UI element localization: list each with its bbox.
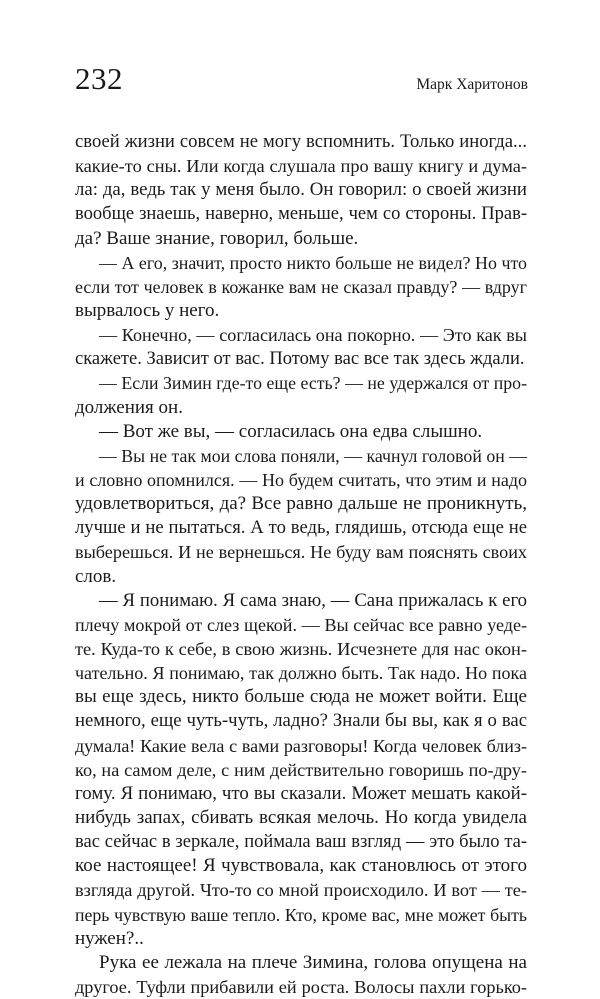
text-line: — Вот же вы, — согласилась она едва слышно. [99, 420, 483, 442]
text-line: — Вы не так мои слова поняли, — качнул головой он — [99, 445, 527, 466]
text-line: какие-то сны. Или когда слушала про вашу книгу и дума- [75, 156, 527, 177]
text-line: гому. Я понимаю, что вы сказали. Может мешать какой- [75, 782, 527, 804]
text-line: нибудь запах, сбивать всякая мелочь. Но когда увидела [75, 806, 527, 828]
text-line: Рука ее лежала на плече Зимина, голова опущена на [99, 951, 527, 973]
text-line: слов. [75, 565, 117, 587]
page-header [75, 62, 528, 96]
text-line: думала! Какие вела с вами разговоры! Когда человек близ- [75, 735, 527, 756]
page-number: 232 [75, 61, 123, 96]
text-line: лучше и не пытаться. А то ведь, глядишь, отсюда еще не [75, 517, 527, 539]
text-line: да? Ваше знание, говорил, больше. [75, 227, 359, 249]
text-line: немного, еще чуть-чуть, ладно? Знали бы вы, как я о вас [75, 710, 527, 732]
text-line: вы еще здесь, никто больше сюда не может войти. Еще [75, 686, 527, 708]
text-line: удовлетвориться, да? Все равно дальше не проникнуть, [75, 493, 527, 515]
text-line: чательно. Я понимаю, так должно быть. Так надо. Но пока [75, 663, 527, 684]
running-head-author: Марк Харитонов [416, 76, 528, 93]
text-line: ла: да, ведь так у меня было. Он говорил: о своей жизни [75, 179, 527, 201]
text-line: — Если Зимин где-то еще есть? — не удержался от про- [99, 373, 527, 394]
text-line: вырвалось у него. [75, 299, 220, 321]
text-line: вас сейчас в зеркале, поймала ваш взгляд — это было та- [75, 832, 527, 853]
text-line: скажете. Зависит от вас. Потому вас все так здесь ждали. [75, 348, 525, 370]
text-line: — Я понимаю. Я сама знаю, — Сана прижалась к его [99, 589, 527, 611]
text-line: взгляда другой. Что-то со мной происходило. И вот — те- [75, 880, 527, 901]
body-text [75, 130, 527, 999]
text-line: должения он. [75, 396, 183, 418]
text-line: и словно опомнился. — Но будем считать, что этим и надо [75, 469, 527, 490]
text-line: — А его, значит, просто никто больше не видел? Но что [99, 252, 527, 273]
text-line: нужен?.. [75, 927, 144, 949]
text-line: перь чувствую ваше тепло. Кто, кроме вас, мне может быть [75, 904, 527, 925]
text-line: — Конечно, — согласилась она покорно. — Это как вы [99, 325, 527, 346]
text-line: вообще знаешь, наверно, меньше, чем со стороны. Прав- [75, 203, 527, 225]
text-line: ко, на самом деле, с ним действительно говоришь по-дру- [75, 759, 527, 780]
text-line: те. Куда-то к себе, в свою жизнь. Исчезнете для нас окон- [75, 638, 527, 659]
text-line: плечу мокрой от слез щекой. — Вы сейчас все равно уеде- [75, 614, 527, 635]
text-line: кое настоящее! Я чувствовала, как становлюсь от этого [75, 855, 527, 877]
text-line: другое. Туфли прибавили ей роста. Волосы пахли горько- [75, 976, 527, 997]
text-line: своей жизни совсем не могу вспомнить. Только иногда... [75, 131, 527, 152]
text-line: если тот человек в кожанке вам не сказал правду? — вдруг [75, 276, 527, 297]
text-line: выберешься. И не вернешься. Не буду вам пояснять своих [75, 542, 527, 563]
